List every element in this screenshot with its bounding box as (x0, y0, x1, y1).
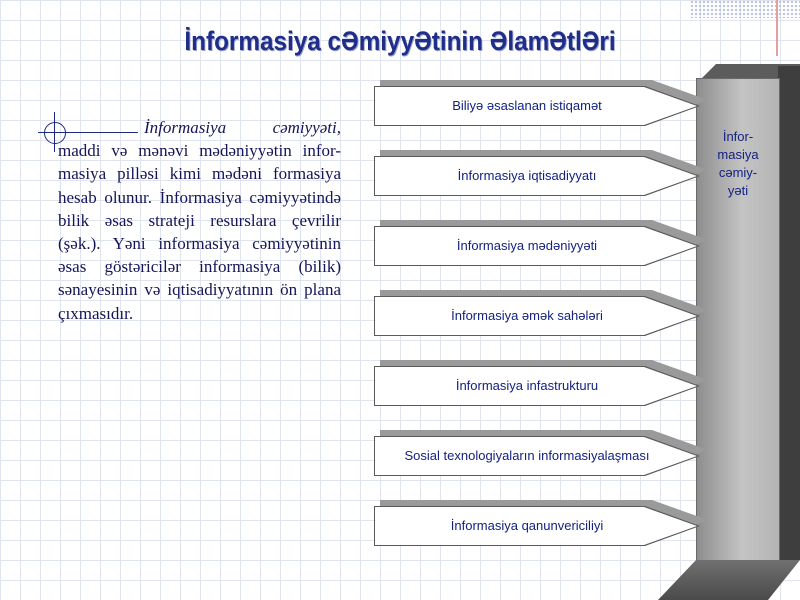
slide-title: İnformasiya cƏmiyyƏtinin ƏlamƏtlƏri (184, 26, 616, 56)
arrow-label: İnformasiya əmək sahələri (451, 308, 603, 323)
body-paragraph (58, 116, 341, 325)
arrow-label: Biliyə əsaslanan istiqamət (452, 98, 602, 113)
paragraph-text: maddi və mənəvi mədəniyyətin infor-masiya pilləsi kimi mədəni formasiya hesab olunur. İnformasiya cəmiyyətində bilik əsas strateji resurslara çevrilir (şək.). Yəni informasiya cəmiyyətinin əsas göstəricilər informasiya (bilik) sənayesinin və iqtisadiyyatının ön plana çıxmasıdır. (58, 141, 341, 323)
arrow-label: Sosial texnologiyaların informasiyalaşması (404, 448, 650, 463)
paragraph-italic-term: cəmiyyəti, (272, 118, 341, 137)
arrow-label: İnformasiya infastrukturu (455, 378, 599, 393)
pillar-base (658, 560, 800, 600)
arrow-label: İnformasiya mədəniyyəti (456, 238, 598, 253)
pillar-label: İnfor- masiya cəmiy- yəti (717, 129, 759, 198)
decorative-crosshair (54, 112, 55, 152)
arrow-label: İnformasiya qanunvericiliyi (450, 518, 604, 533)
arrow-label: İnformasiya iqtisadiyyatı (457, 168, 597, 183)
pillar-side (778, 66, 800, 560)
decorative-red-line (776, 0, 778, 56)
paragraph-heading: İnformasiya (144, 118, 227, 137)
decorative-dots (690, 0, 800, 18)
